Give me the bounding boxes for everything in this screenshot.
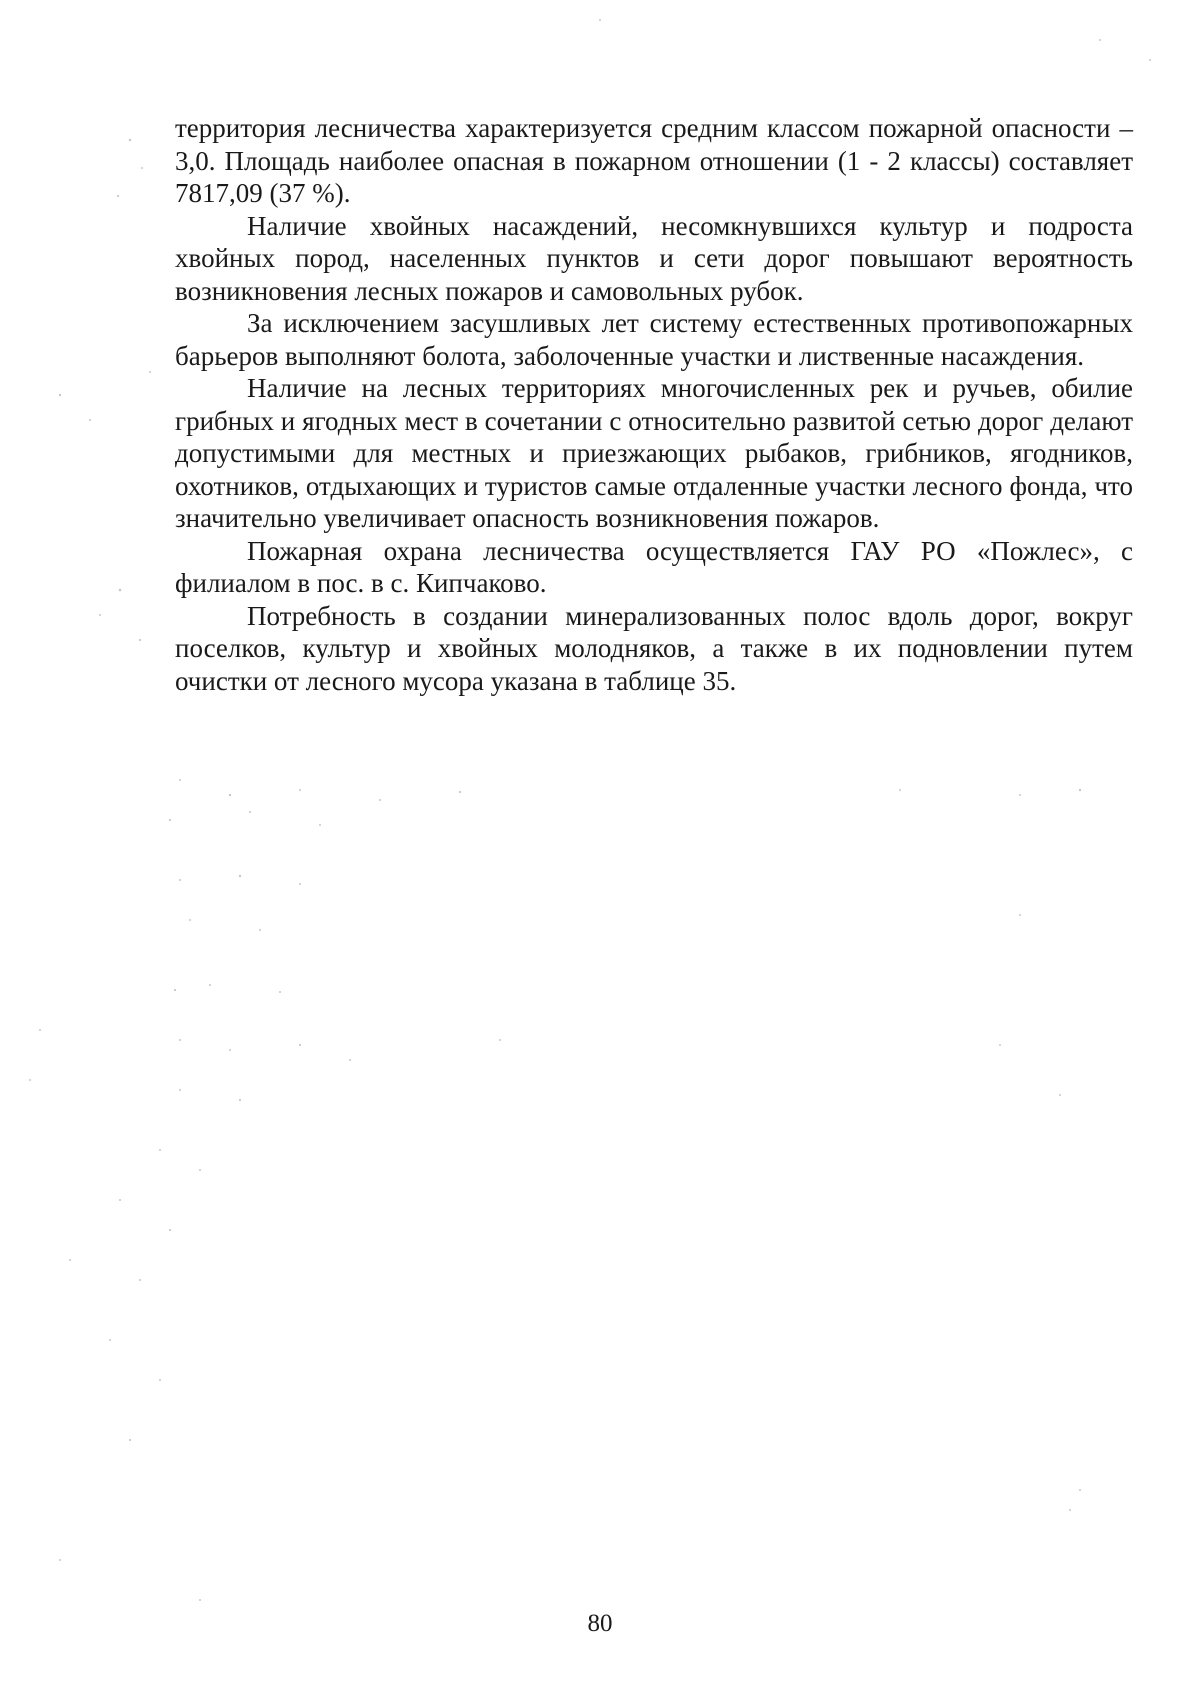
paragraph-1: территория лесничества характеризуется средним классом пожарной опасности – 3,0. Площадь наиболее опасная в пожарном отношении (1 - 2 классы) составляет 7817,09 (37 %). (175, 113, 1133, 208)
paragraph-5: Пожарная охрана лесничества осуществляется ГАУ РО «Пожлес», с филиалом в пос. в с. Кипчаково. (175, 535, 1133, 598)
paragraph-4: Наличие на лесных территориях многочисленных рек и ручьев, обилие грибных и ягодных мест в сочетании с относительно развитой сетью дорог делают допустимыми для местных и приезжающих рыбаков, грибников, ягодников, охотников, отдыхающих и туристов самые отдаленные участки лесного фонда, что значительно увеличивает опасность возникновения пожаров. (175, 373, 1133, 533)
body-text (175, 112, 1133, 697)
paragraph-6: Потребность в создании минерализованных полос вдоль дорог, вокруг поселков, культур и хвойных молодняков, а также в их подновлении путем очистки от лесного мусора указана в таблице 35. (175, 600, 1133, 696)
paragraph-2: Наличие хвойных насаждений, несомкнувшихся культур и подроста хвойных пород, населенных пунктов и сети дорог повышают вероятность возникновения лесных пожаров и самовольных рубок. (175, 210, 1133, 306)
page-number: 80 (587, 1610, 613, 1637)
paragraph-3: За исключением засушливых лет систему естественных противопожарных барьеров выполняют болота, заболоченные участки и лиственные насаждения. (175, 308, 1133, 371)
